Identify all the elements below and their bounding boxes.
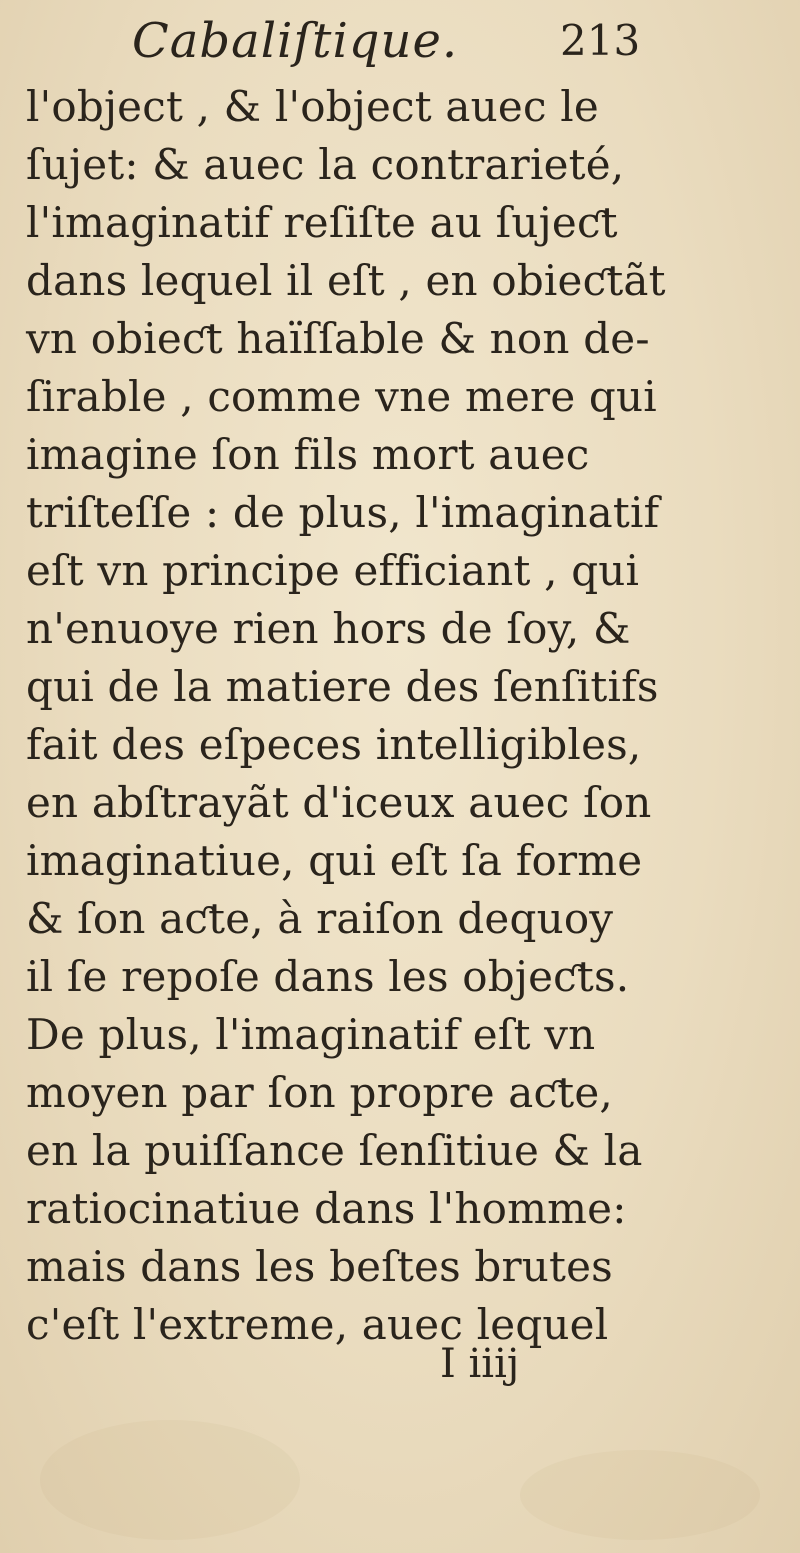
paper-stain: [520, 1450, 760, 1540]
text-line: qui de la matiere des ſenſitifs: [26, 662, 659, 711]
body-text: [26, 78, 786, 1354]
text-line: ſujet: & auec la contrarieté,: [26, 140, 625, 189]
text-line: vn obieƈt haïſſable & non de-: [26, 314, 650, 363]
text-line: & ſon aƈte, à raiſon dequoy: [26, 894, 614, 943]
text-line: fait des eſpeces intelligibles,: [26, 720, 642, 769]
text-line: moyen par ſon propre aƈte,: [26, 1068, 613, 1117]
paper-stain: [40, 1420, 300, 1540]
text-line: dans lequel il eſt , en obieƈtãt: [26, 256, 666, 305]
text-line: l'object , & l'object auec le: [26, 82, 599, 131]
text-line: l'imaginatif reſiſte au ſujeƈt: [26, 198, 618, 247]
text-line: en la puiſſance ſenſitiue & la: [26, 1126, 643, 1175]
text-line: mais dans les beſtes brutes: [26, 1242, 613, 1291]
text-line: n'enuoye rien hors de ſoy, &: [26, 604, 631, 653]
text-line: ratiocinatiue dans l'homme:: [26, 1184, 627, 1233]
text-line: triſteſſe : de plus, l'imaginatif: [26, 488, 660, 537]
text-line: il ſe repoſe dans les objeƈts.: [26, 952, 630, 1001]
page-number: 213: [560, 16, 641, 65]
page-header: [0, 10, 800, 80]
text-line: ſirable , comme vne mere qui: [26, 372, 657, 421]
text-line: en abſtrayãt d'iceux auec ſon: [26, 778, 652, 827]
signature-mark: I iiij: [440, 1341, 520, 1387]
text-line: c'eſt l'extreme, auec lequel: [26, 1300, 609, 1349]
text-line: De plus, l'imaginatif eſt vn: [26, 1010, 596, 1059]
running-title: Cabaliſtique.: [132, 13, 459, 69]
text-line: imaginatiue, qui eſt ſa forme: [26, 836, 643, 885]
text-line: imagine ſon fils mort auec: [26, 430, 590, 479]
text-line: eſt vn principe efficiant , qui: [26, 546, 640, 595]
